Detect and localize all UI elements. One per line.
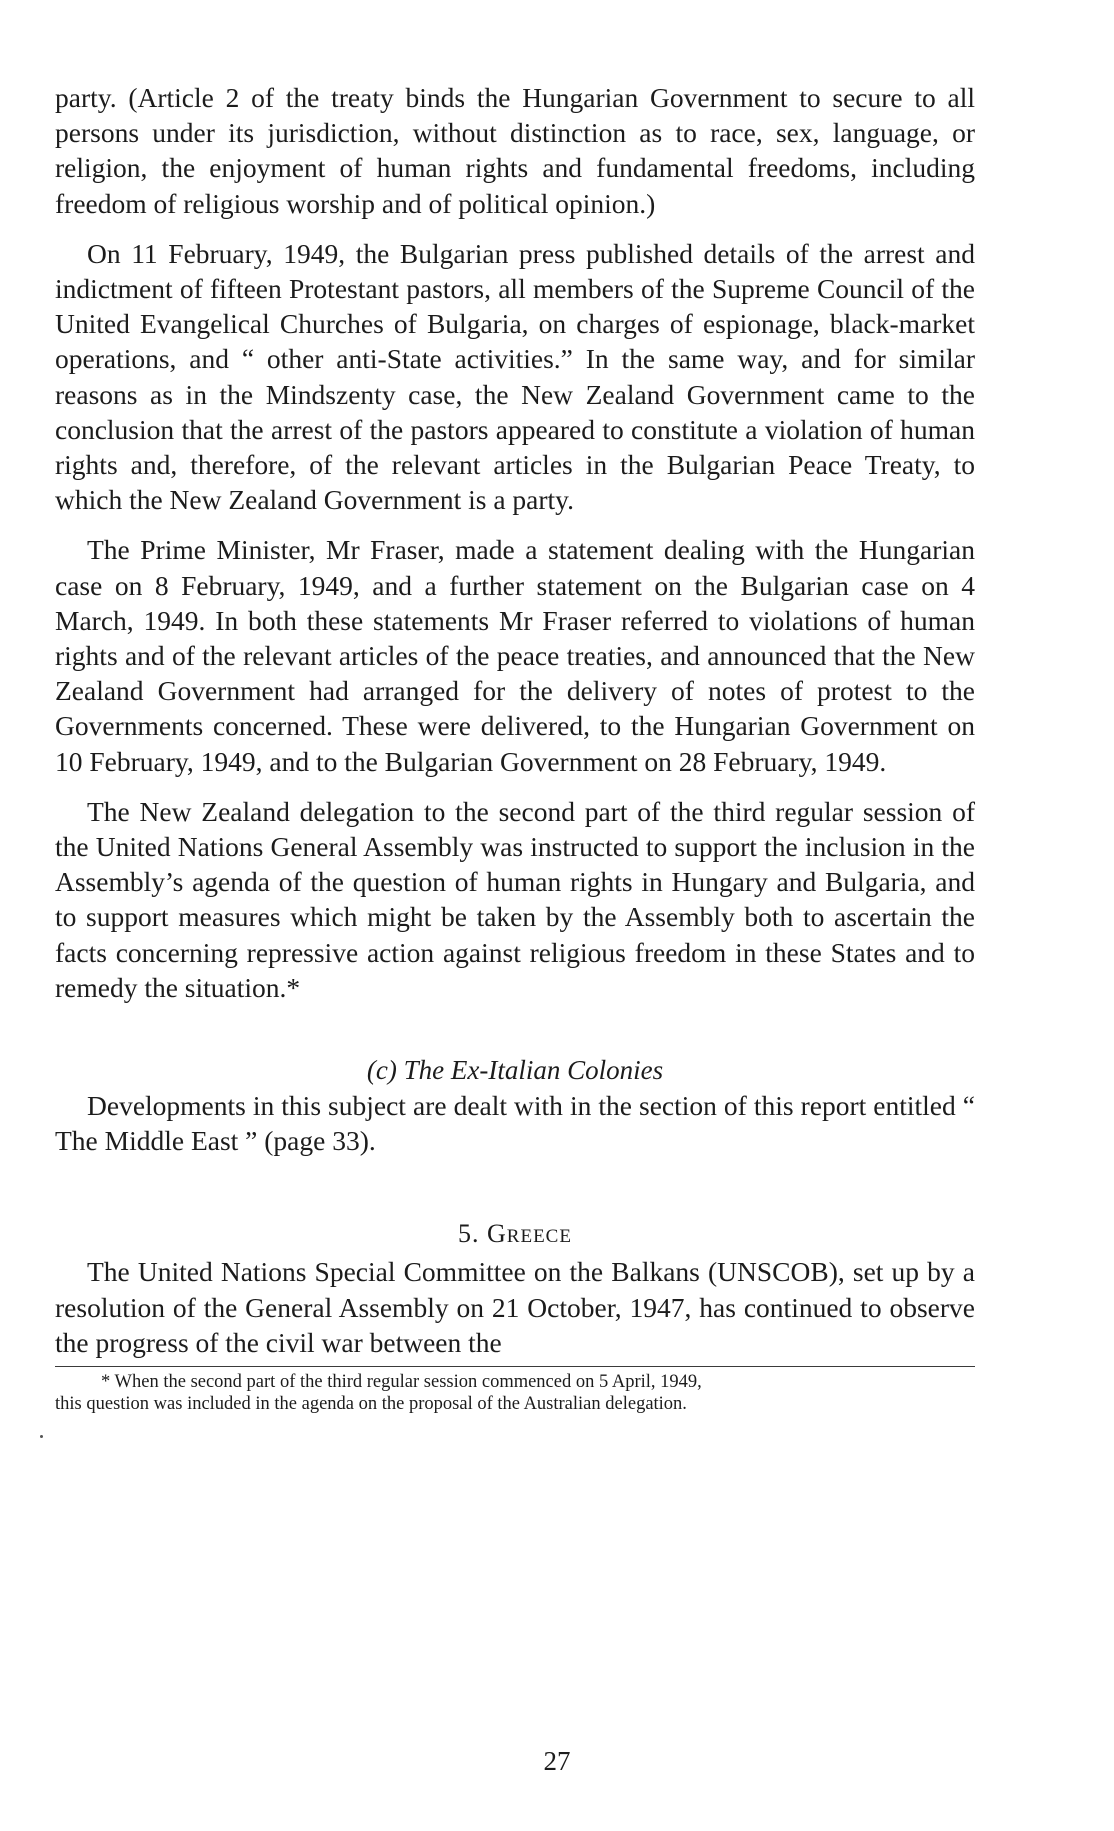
- section-title-greece: [487, 1219, 572, 1248]
- paragraph-bulgarian-pastors: On 11 February, 1949, the Bulgarian press published details of the arrest and indictment of fifteen Protestant pastors, all members of the Supreme Council of the United Evangelical Churches of Bulgaria, on charges of espionage, black-market operations, and “ other anti-State activities.” In the same way, and for similar reasons as in the Mindszenty case, the New Zealand Government came to the conclusion that the arrest of the pastors appeared to constitute a violation of human rights and, therefore, of the relevant articles in the Bulgarian Peace Treaty, to which the New Zealand Government is a party.: [55, 237, 975, 516]
- print-speck: [40, 1435, 43, 1438]
- paragraph-nz-delegation: The New Zealand delegation to the second part of the third regular session of the United Nations General Assembly was instructed to support the inclusion in the Assembly’s agenda of the question of human rights in Hungary and Bulgaria, and to support measures which might be taken by the Assembly both to ascertain the facts concerning repressive action against religious freedom in these States and to remedy the situation.*: [55, 795, 975, 1003]
- footnote: [55, 1371, 975, 1415]
- footnote-line-1: * When the second part of the third regular session commenced on 5 April, 1949,: [101, 1372, 702, 1393]
- section-title: The Ex-Italian Colonies: [403, 1055, 664, 1086]
- page-number: 27: [543, 1746, 571, 1776]
- paragraph-ex-italian-colonies: Developments in this subject are dealt with in the section of this report entitled “ The Middle East ” (page 33).: [55, 1090, 975, 1157]
- paragraph-article-2: party. (Article 2 of the treaty binds the Hungarian Government to secure to all persons under its jurisdiction, without distinction as to race, sex, language, or religion, the enjoyment of human rights and fundamental freedoms, including freedom of religious worship and of political opinion.): [55, 82, 975, 219]
- footnote-line-2: this question was included in the agenda on the proposal of the Australian delegation.: [55, 1394, 687, 1415]
- page-body: [55, 80, 975, 1415]
- section-title-rest: REECE: [506, 1226, 572, 1248]
- paragraph-prime-minister-statement: The Prime Minister, Mr Fraser, made a statement dealing with the Hungarian case on 8 February, 1949, and a further statement on the Bulgarian case on 4 March, 1949. In both these statements Mr Fraser referred to violations of human rights and of the relevant articles of the peace treaties, and announced that the New Zealand Government had arranged for the delivery of notes of protest to the Governments concerned. These were delivered, to the Hungarian Government on 10 February, 1949, and to the Bulgarian Government on 28 February, 1949.: [55, 534, 975, 777]
- section-title-initial: G: [487, 1219, 507, 1249]
- section-heading-ex-italian-colonies: [55, 1053, 975, 1088]
- paragraph-greece-unscob: The United Nations Special Committee on the Balkans (UNSCOB), set up by a resolution of the General Assembly on 21 October, 1947, has continued to observe the progress of the civil war between the: [55, 1256, 975, 1358]
- section-heading-greece: [55, 1216, 975, 1254]
- section-number: 5.: [458, 1219, 480, 1249]
- footnote-rule: [55, 1366, 975, 1367]
- section-label: (c): [366, 1055, 397, 1086]
